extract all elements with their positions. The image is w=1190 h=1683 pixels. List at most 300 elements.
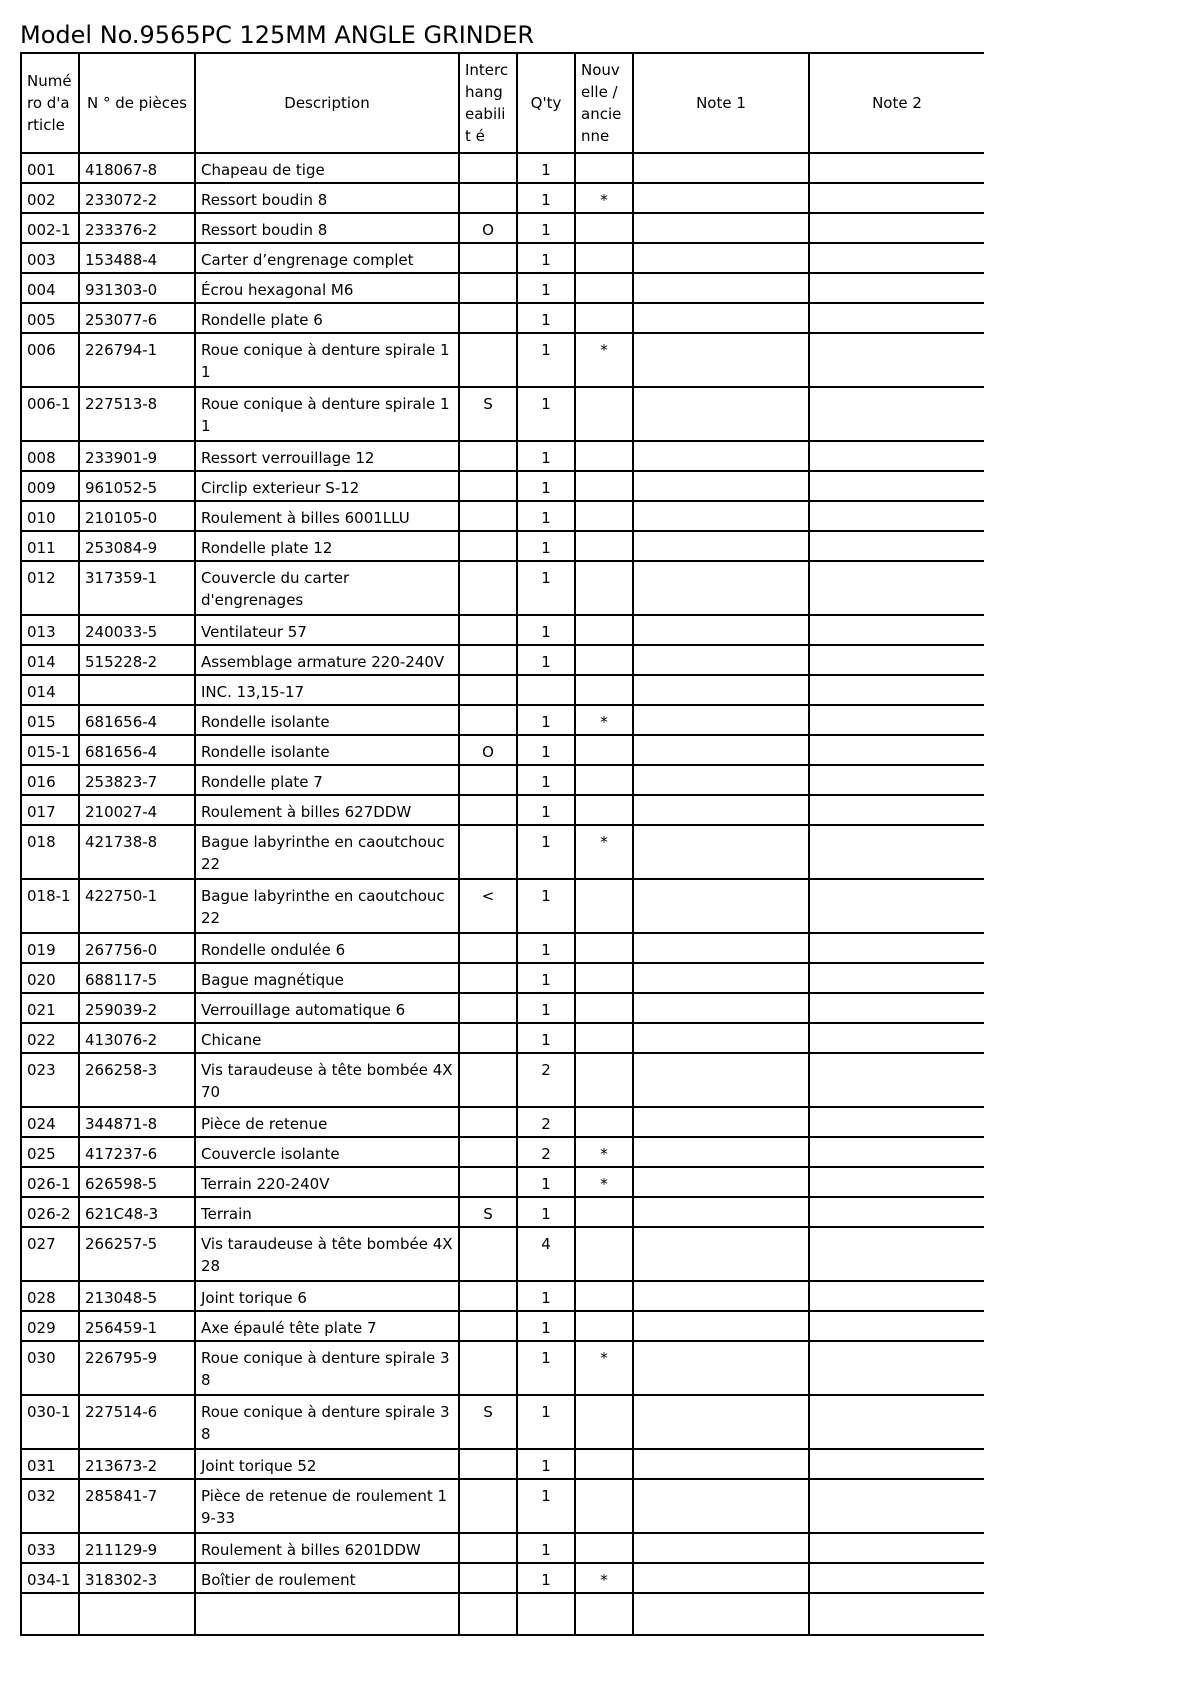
cell-interchangeability [459,471,517,501]
cell-new-old [575,531,633,561]
cell-part-no: 413076-2 [79,1023,195,1053]
table-row [21,1311,984,1341]
cell-item-no: 027 [21,1227,79,1281]
cell-description: Rondelle isolante [195,735,459,765]
cell-item-no: 030-1 [21,1395,79,1449]
cell-new-old: * [575,1563,633,1593]
cell-interchangeability [459,765,517,795]
cell-part-no: 256459-1 [79,1311,195,1341]
cell-qty: 1 [517,561,575,615]
table-body [21,153,984,1635]
header-interchangeability: Interc hang eabilit é [459,53,517,153]
table-row [21,825,984,879]
cell-note-2 [809,1023,984,1053]
cell-note-2 [809,615,984,645]
cell-new-old [575,675,633,705]
cell-part-no: 422750-1 [79,879,195,933]
cell-description: Ventilateur 57 [195,615,459,645]
cell-interchangeability [459,1479,517,1533]
table-row [21,1053,984,1107]
cell-interchangeability [459,1533,517,1563]
cell-description: Roulement à billes 6201DDW [195,1533,459,1563]
cell-description: Couvercle du carter d'engrenages [195,561,459,615]
cell-qty: 1 [517,387,575,441]
table-row [21,1479,984,1533]
cell-part-no: 266257-5 [79,1227,195,1281]
table-row [21,1341,984,1395]
cell-note-2 [809,1167,984,1197]
cell-new-old: * [575,1341,633,1395]
cell-item-no: 004 [21,273,79,303]
cell-new-old [575,213,633,243]
cell-interchangeability: < [459,879,517,933]
header-item-no: Numé ro d'a rticle [21,53,79,153]
cell-interchangeability [459,825,517,879]
cell-part-no: 226795-9 [79,1341,195,1395]
empty-cell [459,1593,517,1635]
cell-note-2 [809,273,984,303]
table-row-empty [21,1593,984,1635]
cell-qty: 1 [517,735,575,765]
cell-note-2 [809,1053,984,1107]
cell-note-1 [633,1341,809,1395]
cell-item-no: 008 [21,441,79,471]
table-row [21,933,984,963]
cell-description: Chapeau de tige [195,153,459,183]
cell-note-2 [809,795,984,825]
cell-qty: 4 [517,1227,575,1281]
cell-new-old [575,993,633,1023]
cell-note-1 [633,675,809,705]
cell-item-no: 026-2 [21,1197,79,1227]
cell-interchangeability [459,795,517,825]
table-row [21,501,984,531]
cell-item-no: 014 [21,645,79,675]
cell-item-no: 028 [21,1281,79,1311]
cell-note-2 [809,879,984,933]
cell-note-1 [633,1197,809,1227]
cell-new-old [575,1053,633,1107]
cell-note-1 [633,1227,809,1281]
cell-note-2 [809,243,984,273]
cell-item-no: 015-1 [21,735,79,765]
cell-description: Circlip exterieur S-12 [195,471,459,501]
cell-part-no: 233376-2 [79,213,195,243]
cell-part-no: 240033-5 [79,615,195,645]
cell-qty: 1 [517,933,575,963]
cell-new-old [575,1107,633,1137]
header-note-2: Note 2 [809,53,984,153]
table-row [21,795,984,825]
cell-item-no: 005 [21,303,79,333]
table-row [21,1281,984,1311]
table-row [21,273,984,303]
cell-note-1 [633,1449,809,1479]
cell-qty: 1 [517,1167,575,1197]
cell-note-1 [633,1053,809,1107]
cell-note-1 [633,765,809,795]
cell-item-no: 033 [21,1533,79,1563]
table-row [21,387,984,441]
cell-new-old [575,1479,633,1533]
cell-part-no: 931303-0 [79,273,195,303]
cell-description: Rondelle plate 7 [195,765,459,795]
header-note-1: Note 1 [633,53,809,153]
cell-new-old: * [575,825,633,879]
table-row [21,963,984,993]
cell-part-no: 213673-2 [79,1449,195,1479]
cell-qty: 1 [517,1395,575,1449]
cell-qty: 1 [517,879,575,933]
cell-description: Couvercle isolante [195,1137,459,1167]
cell-description: Bague magnétique [195,963,459,993]
cell-new-old [575,933,633,963]
table-row [21,993,984,1023]
table-row [21,1137,984,1167]
cell-new-old [575,645,633,675]
empty-cell [517,1593,575,1635]
cell-note-1 [633,1167,809,1197]
cell-description: Verrouillage automatique 6 [195,993,459,1023]
cell-part-no: 210105-0 [79,501,195,531]
cell-description: Terrain 220-240V [195,1167,459,1197]
cell-note-1 [633,735,809,765]
cell-description: Axe épaulé tête plate 7 [195,1311,459,1341]
cell-qty: 2 [517,1137,575,1167]
cell-new-old [575,795,633,825]
cell-item-no: 018-1 [21,879,79,933]
cell-qty: 1 [517,531,575,561]
cell-part-no: 961052-5 [79,471,195,501]
header-description: Description [195,53,459,153]
cell-item-no: 023 [21,1053,79,1107]
cell-qty: 1 [517,1311,575,1341]
table-row [21,531,984,561]
cell-item-no: 032 [21,1479,79,1533]
cell-item-no: 003 [21,243,79,273]
cell-description: Boîtier de roulement [195,1563,459,1593]
cell-note-1 [633,1137,809,1167]
cell-note-2 [809,501,984,531]
cell-item-no: 031 [21,1449,79,1479]
cell-note-2 [809,531,984,561]
table-row [21,1533,984,1563]
cell-note-1 [633,1533,809,1563]
table-row [21,1227,984,1281]
cell-interchangeability: O [459,735,517,765]
cell-part-no: 227513-8 [79,387,195,441]
cell-new-old [575,1023,633,1053]
cell-qty: 1 [517,1533,575,1563]
cell-note-1 [633,963,809,993]
cell-new-old: * [575,1137,633,1167]
cell-interchangeability [459,1341,517,1395]
cell-interchangeability [459,501,517,531]
cell-interchangeability [459,303,517,333]
cell-qty: 1 [517,333,575,387]
cell-note-2 [809,1341,984,1395]
cell-new-old [575,1449,633,1479]
cell-item-no: 009 [21,471,79,501]
cell-description: Roue conique à denture spirale 38 [195,1341,459,1395]
cell-interchangeability [459,183,517,213]
table-row [21,1107,984,1137]
cell-note-2 [809,471,984,501]
cell-qty: 1 [517,825,575,879]
cell-note-2 [809,705,984,735]
cell-description: Carter d’engrenage complet [195,243,459,273]
cell-note-2 [809,1107,984,1137]
table-row [21,471,984,501]
cell-description: Vis taraudeuse à tête bombée 4X28 [195,1227,459,1281]
cell-part-no: 318302-3 [79,1563,195,1593]
cell-item-no: 020 [21,963,79,993]
cell-note-2 [809,993,984,1023]
cell-description: Rondelle plate 6 [195,303,459,333]
cell-item-no: 010 [21,501,79,531]
cell-item-no: 022 [21,1023,79,1053]
cell-new-old [575,879,633,933]
table-row [21,303,984,333]
cell-interchangeability [459,645,517,675]
cell-item-no: 026-1 [21,1167,79,1197]
cell-part-no: 211129-9 [79,1533,195,1563]
cell-item-no: 011 [21,531,79,561]
cell-part-no: 226794-1 [79,333,195,387]
cell-item-no: 018 [21,825,79,879]
cell-new-old: * [575,705,633,735]
cell-item-no: 002-1 [21,213,79,243]
cell-description: Bague labyrinthe en caoutchouc 22 [195,825,459,879]
cell-note-1 [633,1023,809,1053]
table-row [21,213,984,243]
cell-note-1 [633,333,809,387]
cell-item-no: 014 [21,675,79,705]
cell-note-2 [809,933,984,963]
cell-interchangeability [459,615,517,645]
cell-qty: 1 [517,705,575,735]
cell-note-1 [633,879,809,933]
cell-interchangeability [459,933,517,963]
cell-description: Ressort boudin 8 [195,213,459,243]
empty-cell [633,1593,809,1635]
cell-qty: 1 [517,1479,575,1533]
cell-note-1 [633,993,809,1023]
cell-new-old [575,615,633,645]
cell-interchangeability [459,1107,517,1137]
cell-new-old: * [575,183,633,213]
table-row [21,1395,984,1449]
cell-item-no: 015 [21,705,79,735]
cell-new-old [575,1311,633,1341]
cell-part-no: 266258-3 [79,1053,195,1107]
table-row [21,645,984,675]
cell-interchangeability [459,963,517,993]
cell-interchangeability [459,1227,517,1281]
cell-note-1 [633,153,809,183]
cell-interchangeability: O [459,213,517,243]
cell-new-old [575,441,633,471]
cell-description: Pièce de retenue de roulement 19-33 [195,1479,459,1533]
cell-qty: 1 [517,795,575,825]
cell-note-2 [809,1197,984,1227]
cell-description: Roue conique à denture spirale 38 [195,1395,459,1449]
cell-item-no: 021 [21,993,79,1023]
cell-note-2 [809,213,984,243]
cell-interchangeability: S [459,1197,517,1227]
cell-description: Roue conique à denture spirale 11 [195,333,459,387]
cell-note-2 [809,675,984,705]
cell-item-no: 025 [21,1137,79,1167]
table-row [21,561,984,615]
cell-item-no: 001 [21,153,79,183]
cell-qty [517,675,575,705]
cell-note-1 [633,183,809,213]
cell-note-2 [809,303,984,333]
cell-note-1 [633,705,809,735]
table-row [21,1197,984,1227]
cell-qty: 1 [517,645,575,675]
cell-description: Joint torique 6 [195,1281,459,1311]
cell-description: Pièce de retenue [195,1107,459,1137]
cell-part-no: 626598-5 [79,1167,195,1197]
cell-note-1 [633,501,809,531]
empty-cell [575,1593,633,1635]
cell-note-1 [633,387,809,441]
cell-part-no: 153488-4 [79,243,195,273]
cell-description: Ressort boudin 8 [195,183,459,213]
cell-item-no: 024 [21,1107,79,1137]
cell-new-old [575,1395,633,1449]
table-row [21,183,984,213]
cell-note-2 [809,153,984,183]
cell-description: Roue conique à denture spirale 11 [195,387,459,441]
cell-qty: 1 [517,963,575,993]
cell-interchangeability [459,1449,517,1479]
cell-item-no: 019 [21,933,79,963]
cell-part-no: 233901-9 [79,441,195,471]
cell-note-2 [809,333,984,387]
cell-part-no: 317359-1 [79,561,195,615]
empty-cell [79,1593,195,1635]
cell-interchangeability [459,1167,517,1197]
cell-note-1 [633,1479,809,1533]
cell-note-1 [633,213,809,243]
cell-interchangeability [459,243,517,273]
cell-interchangeability [459,441,517,471]
cell-interchangeability: S [459,1395,517,1449]
cell-new-old [575,501,633,531]
cell-part-no: 688117-5 [79,963,195,993]
cell-qty: 1 [517,1281,575,1311]
cell-note-1 [633,615,809,645]
cell-interchangeability [459,1023,517,1053]
cell-new-old [575,1533,633,1563]
cell-qty: 1 [517,615,575,645]
cell-description: Rondelle isolante [195,705,459,735]
cell-description: INC. 13,15-17 [195,675,459,705]
table-row [21,333,984,387]
cell-description: Joint torique 52 [195,1449,459,1479]
table-row [21,615,984,645]
cell-note-1 [633,243,809,273]
cell-part-no: 253077-6 [79,303,195,333]
cell-note-1 [633,1563,809,1593]
cell-item-no: 030 [21,1341,79,1395]
cell-item-no: 017 [21,795,79,825]
cell-interchangeability [459,1053,517,1107]
cell-qty: 1 [517,1341,575,1395]
cell-qty: 1 [517,153,575,183]
empty-cell [809,1593,984,1635]
cell-new-old [575,765,633,795]
table-row [21,153,984,183]
cell-interchangeability [459,333,517,387]
cell-interchangeability [459,1137,517,1167]
table-row [21,1563,984,1593]
cell-note-1 [633,1281,809,1311]
cell-item-no: 006-1 [21,387,79,441]
cell-description: Bague labyrinthe en caoutchouc 22 [195,879,459,933]
cell-interchangeability [459,531,517,561]
cell-new-old: * [575,1167,633,1197]
cell-interchangeability [459,675,517,705]
cell-part-no: 681656-4 [79,735,195,765]
cell-interchangeability [459,993,517,1023]
cell-qty: 1 [517,1197,575,1227]
cell-part-no: 259039-2 [79,993,195,1023]
empty-cell [195,1593,459,1635]
cell-part-no: 418067-8 [79,153,195,183]
cell-description: Assemblage armature 220-240V [195,645,459,675]
cell-qty: 1 [517,1563,575,1593]
cell-part-no: 210027-4 [79,795,195,825]
cell-note-2 [809,1395,984,1449]
cell-part-no [79,675,195,705]
cell-item-no: 002 [21,183,79,213]
cell-qty: 1 [517,273,575,303]
cell-item-no: 034-1 [21,1563,79,1593]
cell-part-no: 681656-4 [79,705,195,735]
cell-new-old [575,153,633,183]
cell-qty: 1 [517,213,575,243]
cell-note-2 [809,963,984,993]
cell-interchangeability: S [459,387,517,441]
cell-description: Rondelle ondulée 6 [195,933,459,963]
cell-note-2 [809,183,984,213]
table-header-row [21,53,984,153]
cell-part-no: 253084-9 [79,531,195,561]
table-row [21,243,984,273]
cell-note-1 [633,1311,809,1341]
header-qty: Q'ty [517,53,575,153]
cell-note-2 [809,1311,984,1341]
cell-new-old [575,963,633,993]
cell-part-no: 344871-8 [79,1107,195,1137]
cell-qty: 2 [517,1053,575,1107]
cell-note-1 [633,531,809,561]
cell-qty: 1 [517,441,575,471]
cell-note-2 [809,1563,984,1593]
cell-new-old [575,303,633,333]
cell-note-2 [809,1479,984,1533]
cell-new-old [575,273,633,303]
cell-note-2 [809,735,984,765]
cell-part-no: 285841-7 [79,1479,195,1533]
table-row [21,675,984,705]
cell-item-no: 029 [21,1311,79,1341]
cell-part-no: 227514-6 [79,1395,195,1449]
